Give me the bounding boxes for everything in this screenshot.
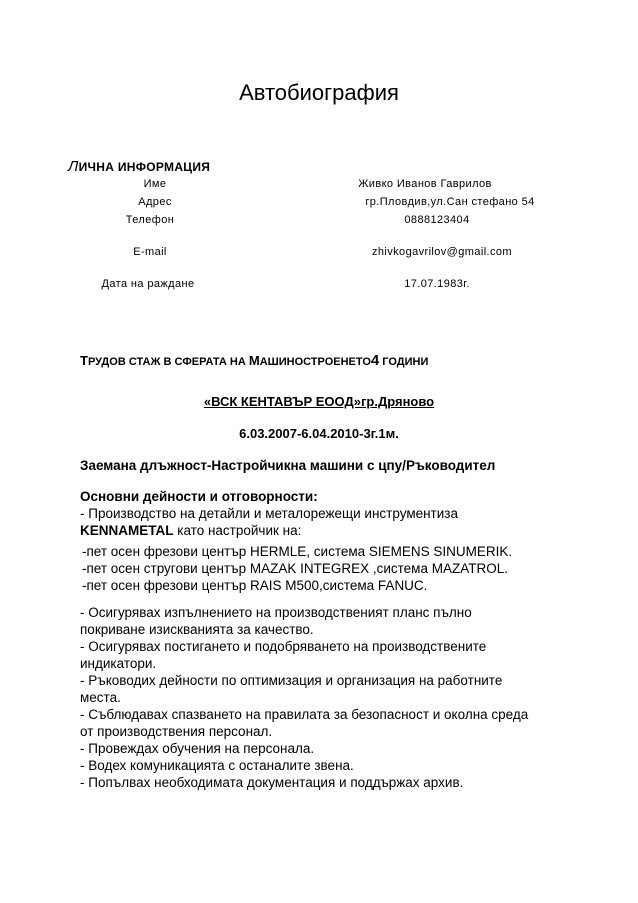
responsibility-line: - Провеждах обучения на персонала. — [80, 741, 315, 756]
page-title: Автобиография — [239, 80, 399, 105]
heading-initial: Т — [80, 353, 88, 368]
info-value: zhivkogavrilov@gmail.com — [372, 246, 512, 258]
responsibility-line: от производствения персонал. — [80, 724, 273, 739]
company-name: «ВСК КЕНТАВЪР ЕООД» — [203, 394, 361, 409]
duty-line: - Производство на детайли и металорежещи инструментиза — [80, 506, 458, 521]
responsibility-line: - Съблюдавах спазването на правилата за безопасност и околна среда — [80, 707, 529, 722]
heading-part: РУДОВ СТАЖ В СФЕРАТА НА — [87, 356, 249, 368]
responsibility-line: - Водех комуникацията с останалите звена. — [80, 758, 354, 773]
company-line — [0, 394, 638, 409]
info-value: Живко Иванов Гаврилов — [358, 178, 492, 190]
personal-info-heading — [68, 158, 210, 175]
employment-period: 6.03.2007-6.04.2010-3г.1м. — [239, 426, 399, 441]
responsibility-line: - Осигурявах постигането и подобряването на производствените — [80, 639, 487, 654]
responsibility-line: покриване изискванията за качество. — [80, 622, 314, 637]
machine-item: -пет осен стругови център MAZAK INTEGREX ,система MAZATROL. — [82, 561, 508, 576]
duties-heading: Основни дейности и отговорности: — [80, 489, 318, 504]
info-value: 0888123404 — [404, 214, 470, 226]
info-label: Адрес — [138, 196, 172, 208]
responsibility-line: - Ръководих дейности по оптимизация и организация на работните — [80, 673, 503, 688]
machine-item: -пет осен фрезови център RAIS M500,система FANUC. — [82, 578, 428, 593]
info-label: Телефон — [125, 214, 175, 226]
heading-rest: ИЧНА ИНФОРМАЦИЯ — [78, 160, 211, 174]
heading-part: ГОДИНИ — [379, 356, 429, 368]
heading-initial: М — [248, 353, 260, 368]
responsibility-line: - Осигурявах изпълнението на производственият планс пълно — [80, 605, 472, 620]
info-label: Име — [143, 178, 167, 190]
job-position: Заемана длъжност-Настройчикна машини с цпу/Ръководител — [80, 458, 496, 473]
machine-item: -пет осен фрезови център HERMLE, система SIEMENS SINUMERIK. — [82, 544, 513, 559]
duty-line — [80, 522, 580, 539]
info-label: E-mail — [133, 246, 167, 258]
info-value: 17.07.1983г. — [404, 278, 470, 290]
brand-name: KENNAMETAL — [80, 523, 174, 538]
responsibility-line: - Попълвах необходимата документация и поддържах архив. — [80, 775, 464, 790]
responsibility-line: места. — [80, 690, 121, 705]
duties-section — [80, 488, 580, 791]
years-count: 4 — [370, 352, 380, 369]
responsibility-line: индикатори. — [80, 656, 157, 671]
heading-initial: Л — [68, 158, 79, 175]
info-value: гр.Пловдив,ул.Сан стефано 54 — [365, 196, 535, 208]
experience-heading — [80, 352, 428, 369]
company-city: гр.Дряново — [360, 394, 435, 409]
duty-text: като настройчик на: — [173, 523, 302, 538]
info-label: Дата на раждане — [101, 278, 195, 290]
heading-part: АШИНОСТРОЕНЕТО — [259, 356, 371, 368]
